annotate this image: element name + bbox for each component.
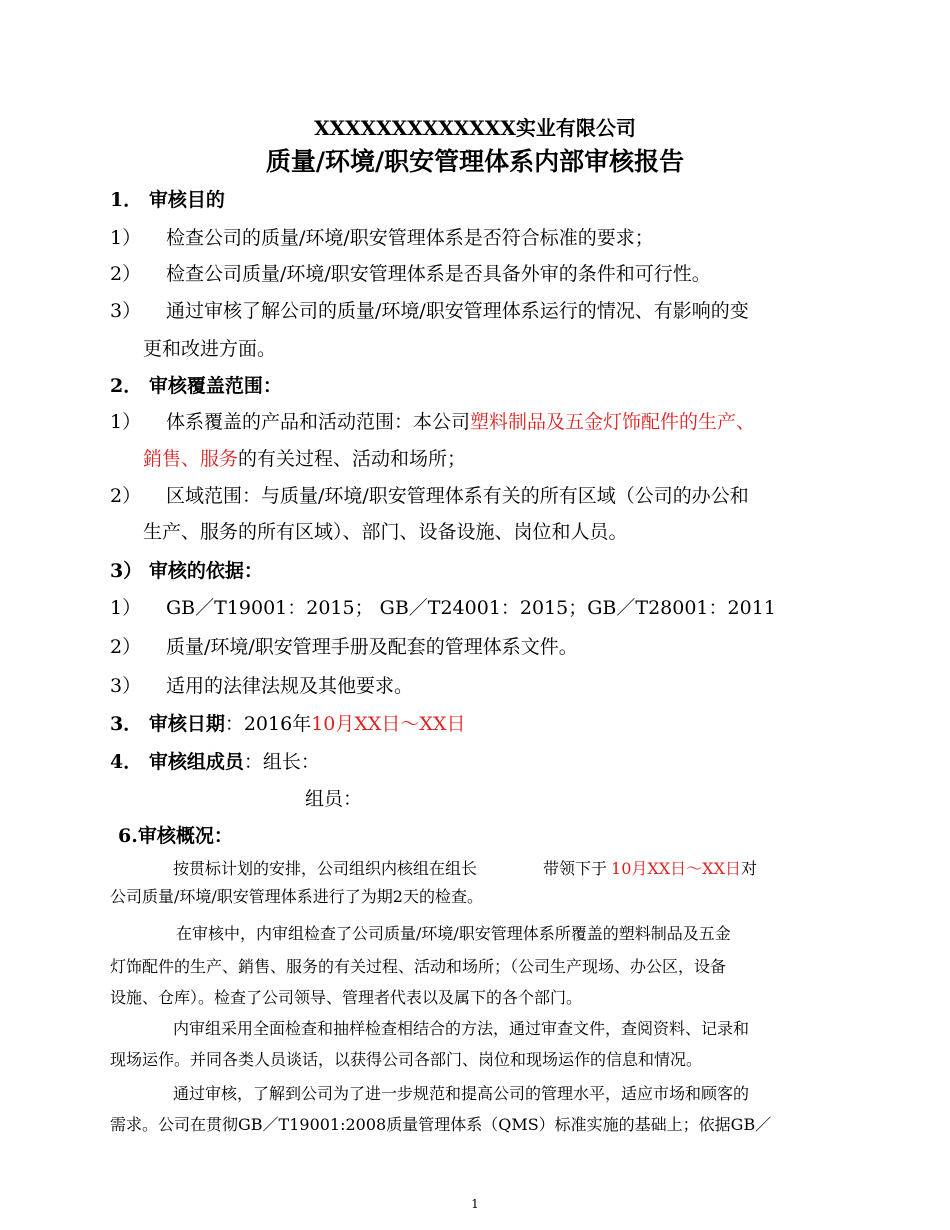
s6-p4-line1: 通过审核，了解到公司为了进一步规范和提高公司的管理水平，适应市场和顾客的	[173, 1084, 750, 1103]
s3-item1-text: GB／T19001：2015； GB／T24001：2015；GB／T28001：2011	[166, 597, 776, 619]
s1-item1	[110, 226, 654, 250]
audit-team	[110, 750, 320, 774]
s6-p3-line2: 现场运作。并同各类人员谈话，以获得公司各部门、岗位和现场运作的信息和情况。	[110, 1050, 703, 1069]
s3-item2-text: 质量/环境/职安管理手册及配套的管理体系文件。	[166, 636, 578, 658]
section2-heading: 2． 审核覆盖范围：	[110, 375, 282, 397]
s2-item1-num: 1）	[110, 411, 142, 433]
s2-item2-cont: 生产、服务的所有区域）、部门、设备设施、岗位和人员。	[143, 521, 628, 543]
audit-team-leader: ：组长：	[243, 751, 320, 773]
s3-item3-num: 3）	[110, 675, 142, 697]
s6-p2-line3: 设施、仓库）。检查了公司领导、管理者代表以及属下的各个部门。	[110, 988, 583, 1007]
s3-item3-text: 适用的法律法规及其他要求。	[166, 675, 414, 697]
s2-scope-highlight: 塑料制品及五金灯饰配件的生产、	[470, 411, 756, 433]
s2-item1-text: 体系覆盖的产品和活动范围：本公司	[166, 411, 471, 433]
s6-p1-date: 10月XX日～XX日	[611, 859, 741, 878]
s6-p1-text: 按贯标计划的安排，公司组织内核组在组长	[173, 859, 478, 878]
section1-heading: 1． 审核目的	[110, 189, 225, 211]
s1-item3-num: 3）	[110, 300, 142, 322]
audit-team-members: 组员：	[305, 788, 363, 810]
s6-p1-line1	[173, 858, 757, 880]
audit-date-year: ：2016年	[224, 713, 312, 735]
s2-item1-cont	[143, 447, 466, 471]
audit-team-label: 4． 审核组成员	[110, 751, 244, 773]
audit-date	[110, 712, 466, 736]
audit-date-range: 10月XX日～XX日	[311, 713, 466, 735]
audit-date-label: 3． 审核日期	[110, 713, 225, 735]
s1-item3-text: 通过审核了解公司的质量/环境/职安管理体系运行的情况、有影响的变	[166, 300, 749, 322]
s3-item2-num: 2）	[110, 636, 142, 658]
s3-item1-num: 1）	[110, 597, 142, 619]
s2-item1-post: 的有关过程、活动和场所；	[238, 448, 467, 470]
s3-item2	[110, 635, 578, 659]
s2-item2	[110, 484, 749, 508]
report-title: 质量/环境/职安管理体系内部审核报告	[265, 147, 685, 176]
s6-p3-line1: 内审组采用全面检查和抽样检查相结合的方法，通过审查文件，查阅资料、记录和	[173, 1019, 750, 1038]
page-number: 1	[471, 1197, 479, 1211]
s3-item1	[110, 596, 776, 620]
s2-scope-highlight-cont: 銷售、服务	[143, 448, 239, 470]
s6-p1-text-b: 带领下于	[543, 859, 608, 878]
s1-item1-text: 检查公司的质量/环境/职安管理体系是否符合标准的要求；	[166, 227, 654, 249]
s6-p2-line1: 在审核中，内审组检查了公司质量/环境/职安管理体系所覆盖的塑料制品及五金	[176, 924, 731, 943]
company-name: XXXXXXXXXXXXX实业有限公司	[314, 116, 636, 140]
s6-p1-text-c: 对	[740, 859, 757, 878]
s3-item3	[110, 674, 413, 698]
s6-p4-line2: 需求。公司在贯彻GB／T19001:2008质量管理体系（QMS）标准实施的基础上；依据GB／	[110, 1115, 772, 1134]
s2-item2-text: 区域范围：与质量/环境/职安管理体系有关的所有区域（公司的办公和	[166, 485, 749, 507]
s6-p2-line2: 灯饰配件的生产、銷售、服务的有关过程、活动和场所；（公司生产现场、办公区，设备	[110, 957, 727, 976]
section6-heading: 6.审核概况：	[118, 825, 233, 847]
s1-item1-num: 1）	[110, 227, 142, 249]
s6-p1-line2: 公司质量/环境/职安管理体系进行了为期2天的检查。	[110, 887, 483, 906]
section3-heading: 3） 审核的依据：	[110, 560, 263, 582]
s2-item2-num: 2）	[110, 485, 142, 507]
s1-item2-num: 2）	[110, 263, 142, 285]
s2-item1	[110, 410, 755, 434]
s1-item3-cont: 更和改进方面。	[143, 338, 277, 360]
s1-item2-text: 检查公司质量/环境/职安管理体系是否具备外审的条件和可行性。	[166, 263, 711, 285]
s1-item2	[110, 262, 711, 286]
s1-item3	[110, 299, 749, 323]
